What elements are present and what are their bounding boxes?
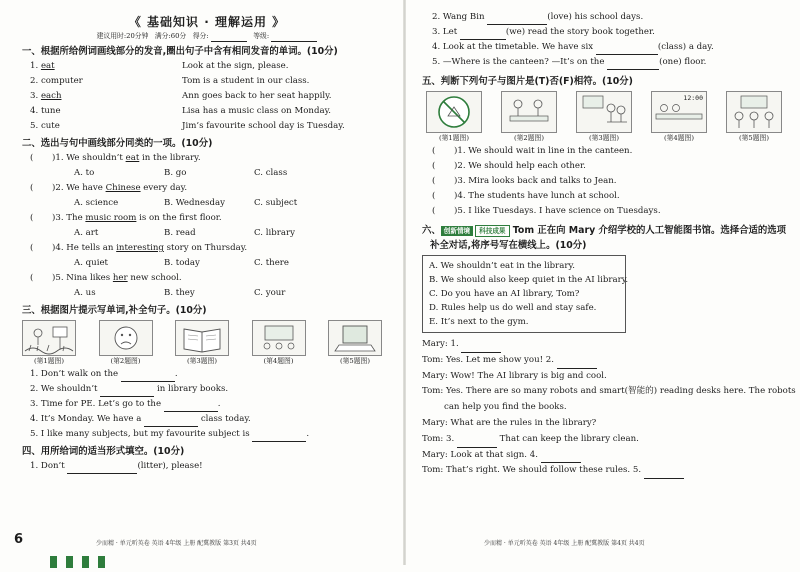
s3-item: [22, 412, 392, 427]
dialog-text: Mary: What are the rules in the library?: [422, 417, 597, 428]
option-a[interactable]: A. art: [74, 228, 99, 238]
s2-underlined: music room: [85, 213, 137, 223]
s5-text: )3. Mira looks back and talks to Jean.: [454, 176, 617, 186]
answer-paren[interactable]: (: [30, 183, 34, 193]
s5-picture: [651, 91, 707, 144]
s2-post: in the library.: [139, 153, 201, 163]
s5-item: [422, 159, 786, 174]
picture-caption: (第1题图): [438, 134, 470, 142]
picture-caption: (第5题图): [339, 357, 371, 365]
picture-caption: (第4题图): [663, 134, 695, 142]
s3-text: .: [217, 399, 221, 409]
picture-caption: (第1题图): [33, 357, 65, 365]
s4-text: 4. Look at the timetable. We have six: [432, 42, 596, 52]
answer-blank[interactable]: [487, 14, 547, 25]
s5-text: )5. I like Tuesdays. I have science on Tuesdays.: [454, 206, 661, 216]
dialog-line: [422, 463, 786, 479]
s1-num: 5.: [30, 121, 41, 131]
option-b[interactable]: B. go: [164, 168, 187, 178]
answer-blank[interactable]: [252, 431, 306, 442]
s3-pictures: [22, 320, 392, 367]
s2-post: is on the first floor.: [136, 213, 222, 223]
s2-num: )3.: [52, 213, 67, 223]
s3-text: 3. Time for PE. Let’s go to the: [30, 399, 164, 409]
s4-item: [422, 25, 786, 40]
s5-text: )4. The students have lunch at school.: [454, 191, 620, 201]
s1-sentence[interactable]: Look at the sign, please.: [182, 61, 289, 71]
answer-blank[interactable]: [461, 342, 501, 353]
option-c[interactable]: C. your: [254, 288, 286, 298]
s6-option[interactable]: B. We should also keep quiet in the AI library.: [429, 275, 629, 285]
s2-question: [22, 151, 392, 166]
s6-heading-text: Tom 正在向 Mary 介绍学校的人工智能图书馆。选择合适的选项: [509, 225, 786, 236]
dialog-text: Mary: Look at that sign. 4.: [422, 449, 541, 460]
option-a[interactable]: A. quiet: [74, 258, 108, 268]
dialog-text: That can keep the library clean.: [496, 433, 639, 444]
s1-num: 2.: [30, 76, 41, 86]
grade-label: 等级:: [253, 32, 270, 40]
s2-post: every day.: [140, 183, 188, 193]
section-3-heading: 三、根据图片提示写单词,补全句子。(10分): [22, 305, 207, 316]
option-c[interactable]: C. library: [254, 228, 295, 238]
picture-caption: (第2题图): [513, 134, 545, 142]
book-icon: [176, 321, 228, 355]
s3-picture: [175, 320, 229, 367]
section-2-list: [22, 151, 392, 301]
right-footer: 少而精 · 单元听英卷 英语 4年级 上册 配冀教版 第4页 共4页: [484, 540, 645, 547]
s4-item: [22, 459, 392, 474]
s1-sentence[interactable]: Ann goes back to her seat happily.: [182, 91, 332, 101]
left-page: [0, 0, 404, 565]
picture-caption: (第2题图): [110, 357, 141, 365]
grass-sign-icon: [23, 321, 75, 355]
sad-face-illustration: [99, 320, 153, 356]
dialog-text: Tom: 3.: [422, 433, 457, 444]
answer-paren[interactable]: (: [432, 191, 436, 201]
answer-blank[interactable]: [121, 371, 175, 382]
s6-option[interactable]: E. It’s next to the gym.: [429, 317, 529, 327]
s1-row: [22, 104, 392, 119]
score-label: 满分:60分: [154, 32, 187, 40]
answer-blank[interactable]: [67, 463, 137, 474]
s2-options: [22, 226, 392, 241]
answer-paren[interactable]: (: [432, 146, 436, 156]
s2-underlined: Chinese: [105, 183, 141, 193]
s3-item: [22, 427, 392, 442]
computer-illustration: [328, 320, 382, 356]
page-number: 6: [14, 532, 24, 547]
option-c[interactable]: C. subject: [254, 198, 298, 208]
science-class-icon: [727, 92, 781, 132]
dialog-line: [422, 337, 786, 353]
s3-item: [22, 382, 392, 397]
dialog-line: [422, 400, 786, 416]
s1-word: each: [40, 91, 62, 101]
s3-picture: [328, 320, 382, 367]
s6-options-box: [422, 255, 629, 333]
s2-num: )5.: [52, 273, 67, 283]
computer-icon: [329, 321, 381, 355]
answer-blank[interactable]: [100, 386, 154, 397]
s5-item: [422, 174, 786, 189]
dialog-line: [422, 384, 796, 400]
picture-caption: (第5题图): [738, 134, 770, 142]
answer-paren[interactable]: (: [432, 161, 436, 171]
s2-num: )1.: [52, 153, 67, 163]
picture-caption: (第4题图): [263, 357, 294, 365]
dialog-text: Tom: Yes. Let me show you! 2.: [422, 354, 557, 365]
dialog-line: [422, 448, 786, 464]
answer-paren[interactable]: (: [432, 206, 436, 216]
option-a[interactable]: A. to: [74, 168, 95, 178]
score-meta: [22, 30, 392, 42]
option-b[interactable]: B. they: [164, 288, 195, 298]
s4-text: (one) floor.: [659, 57, 707, 67]
s1-row: [22, 74, 392, 89]
s4-continued: [422, 10, 786, 70]
innovation-tag: 创新情境: [441, 226, 473, 236]
s2-pre: The: [66, 213, 86, 223]
s2-options: [22, 166, 392, 181]
s2-question: [22, 211, 392, 226]
s5-picture: [426, 91, 482, 144]
s5-text: )2. We should help each other.: [454, 161, 586, 171]
s5-picture: [501, 91, 557, 144]
s5-pictures: [422, 91, 786, 144]
sad-face-icon: [100, 321, 152, 355]
s2-underlined: interesting: [116, 243, 164, 253]
section-3-list: [22, 367, 392, 442]
classroom-icon: [253, 321, 305, 355]
s3-text: .: [306, 429, 310, 439]
section-2-heading: 二、选出与句中画线部分同类的一项。(10分): [22, 138, 213, 149]
s6-option[interactable]: D. Rules help us do well and stay safe.: [429, 303, 597, 313]
s3-text: 2. We shouldn’t: [30, 384, 101, 394]
s3-item: [22, 397, 392, 412]
s6-prefix: 六、: [422, 225, 441, 236]
s5-item: [422, 189, 786, 204]
s1-num: 3.: [30, 91, 41, 101]
answer-blank[interactable]: [164, 401, 218, 412]
s6-option[interactable]: C. Do you have an AI library, Tom?: [429, 289, 580, 299]
section-5-heading: 五、判断下列句子与图片是(T)否(F)相符。(10分): [422, 76, 633, 87]
s5-text: )1. We should wait in line in the canteen.: [454, 146, 633, 156]
s6-dialog: [422, 337, 796, 479]
s1-word: tune: [40, 106, 61, 116]
time-label: 建议用时:20分钟: [96, 32, 149, 40]
section-4-heading: 四、用所给词的适当形式填空。(10分): [22, 446, 185, 457]
s2-pre: We have: [66, 183, 106, 193]
answer-blank[interactable]: [144, 416, 198, 427]
no-eating-sign-illustration: [426, 91, 482, 133]
s2-options: [22, 196, 392, 211]
s3-text: 4. It’s Monday. We have a: [30, 414, 145, 424]
s3-picture: [252, 320, 306, 367]
grade-blank[interactable]: [271, 31, 317, 42]
answer-paren[interactable]: (: [30, 153, 34, 163]
s4-text: (litter), please!: [137, 461, 203, 471]
page-title: 《 基础知识 · 理解运用 》: [128, 15, 286, 29]
right-page: [406, 0, 800, 565]
s6-option[interactable]: A. We shouldn’t eat in the library.: [429, 261, 575, 271]
option-b[interactable]: B. Wednesday: [164, 198, 226, 208]
dialog-line: [422, 353, 786, 369]
s3-text: in library books.: [154, 384, 229, 394]
option-a[interactable]: A. us: [74, 288, 96, 298]
option-b[interactable]: B. today: [164, 258, 200, 268]
s4-text: 5. —Where is the canteen? —It’s on the: [432, 57, 608, 67]
science-class-illustration: [726, 91, 782, 133]
s1-sentence[interactable]: Lisa has a music class on Monday.: [182, 106, 332, 116]
s3-text: 5. I like many subjects, but my favourite subject is: [30, 429, 253, 439]
tech-tag: 科技成果: [475, 225, 509, 237]
dialog-line: [422, 369, 786, 385]
classroom-talk-illustration: [576, 91, 632, 133]
s2-question: [22, 271, 392, 286]
s3-picture: [22, 320, 76, 367]
s2-question: [22, 181, 392, 196]
classroom-talk-icon: [577, 92, 631, 132]
s2-num: )2.: [52, 183, 67, 193]
s1-word: eat: [40, 61, 55, 71]
left-footer: 少而精 · 单元听英卷 英语 4年级 上册 配冀教版 第3页 共4页: [96, 540, 257, 547]
answer-blank[interactable]: [607, 59, 659, 70]
answer-blank[interactable]: [596, 44, 658, 55]
dialog-line: [422, 432, 786, 448]
section-5-list: [422, 144, 786, 219]
s2-options: [22, 256, 392, 271]
open-book-illustration: [175, 320, 229, 356]
answer-paren[interactable]: (: [432, 176, 436, 186]
s3-text: .: [174, 369, 178, 379]
s2-pre: Nina likes: [66, 273, 113, 283]
section-1-heading: 一、根据所给例词画线部分的发音,圈出句子中含有相同发音的单词。(10分): [22, 46, 338, 57]
s4-text: (love) his school days.: [547, 12, 644, 22]
s1-sentence[interactable]: Tom is a student in our class.: [182, 76, 310, 86]
s1-row: [22, 59, 392, 74]
s3-item: [22, 367, 392, 382]
grass-sign-illustration: [22, 320, 76, 356]
s4-text: 2. Wang Bin: [432, 12, 488, 22]
s4-text: 1. Don’t: [30, 461, 68, 471]
s5-item: [422, 204, 786, 219]
dialog-text: Tom: Yes. There are so many robots and smart(智能的) reading desks here. The robots: [422, 386, 796, 397]
s3-text: 1. Don’t walk on the: [30, 369, 121, 379]
s1-row: [22, 119, 392, 134]
picture-caption: (第3题图): [588, 134, 620, 142]
dialog-text: Mary: 1.: [422, 339, 462, 349]
option-b[interactable]: B. read: [164, 228, 196, 238]
dialog-text: can help you find the books.: [444, 402, 567, 413]
s2-underlined: her: [112, 273, 128, 283]
no-eating-sign-icon: [427, 92, 481, 132]
answer-paren[interactable]: (: [30, 243, 34, 253]
s3-text: class today.: [198, 414, 251, 424]
answer-blank[interactable]: [457, 437, 497, 448]
s2-num: )4.: [52, 243, 67, 253]
answer-paren[interactable]: (: [30, 273, 34, 283]
s2-pre: We shouldn’t: [66, 153, 126, 163]
s5-item: [422, 144, 786, 159]
score-blank[interactable]: [211, 31, 247, 42]
s2-options: [22, 286, 392, 301]
answer-paren[interactable]: (: [30, 213, 34, 223]
s3-picture: [99, 320, 153, 367]
lunch-clock-illustration: [651, 91, 707, 133]
s2-question: [22, 241, 392, 256]
students-icon: [502, 92, 556, 132]
answer-blank[interactable]: [644, 468, 684, 479]
s1-row: [22, 89, 392, 104]
s4-text: 3. Let: [432, 27, 460, 37]
s5-picture: [576, 91, 632, 144]
s2-pre: He tells an: [66, 243, 117, 253]
answer-blank[interactable]: [541, 452, 581, 463]
s2-post: story on Thursday.: [163, 243, 248, 253]
classroom-illustration: [252, 320, 306, 356]
students-desk-illustration: [501, 91, 557, 133]
dialog-line: [422, 416, 786, 432]
answer-blank[interactable]: [460, 29, 506, 40]
s2-underlined: eat: [125, 153, 140, 163]
s1-num: 4.: [30, 106, 41, 116]
got-label: 得分:: [192, 32, 209, 40]
option-a[interactable]: A. science: [74, 198, 119, 208]
s5-picture: [726, 91, 782, 144]
option-c[interactable]: C. there: [254, 258, 289, 268]
option-c[interactable]: C. class: [254, 168, 288, 178]
clock-text: 12:00: [683, 94, 703, 102]
decorative-bars: [50, 553, 114, 572]
dialog-text: Mary: Wow! The AI library is big and cool.: [422, 370, 607, 381]
s4-item: [422, 55, 786, 70]
s4-text: (we) read the story book together.: [505, 27, 655, 37]
section-1-list: [22, 59, 392, 134]
s1-num: 1.: [30, 61, 41, 71]
answer-blank[interactable]: [557, 358, 597, 369]
s2-post: new school.: [127, 273, 182, 283]
section-6-heading-line2: 补全对话,将序号写在横线上。(10分): [430, 240, 587, 251]
s4-item: [422, 10, 786, 25]
s1-sentence[interactable]: Jim’s favourite school day is Tuesday.: [182, 121, 345, 131]
dialog-text: Tom: That’s right. We should follow these rules. 5.: [422, 465, 644, 476]
s4-text: (class) a day.: [657, 42, 714, 52]
picture-caption: (第3题图): [186, 357, 218, 365]
s1-word: computer: [40, 76, 83, 86]
s1-word: cute: [40, 121, 60, 131]
s4-item: [422, 40, 786, 55]
section-6-heading: [422, 223, 786, 238]
